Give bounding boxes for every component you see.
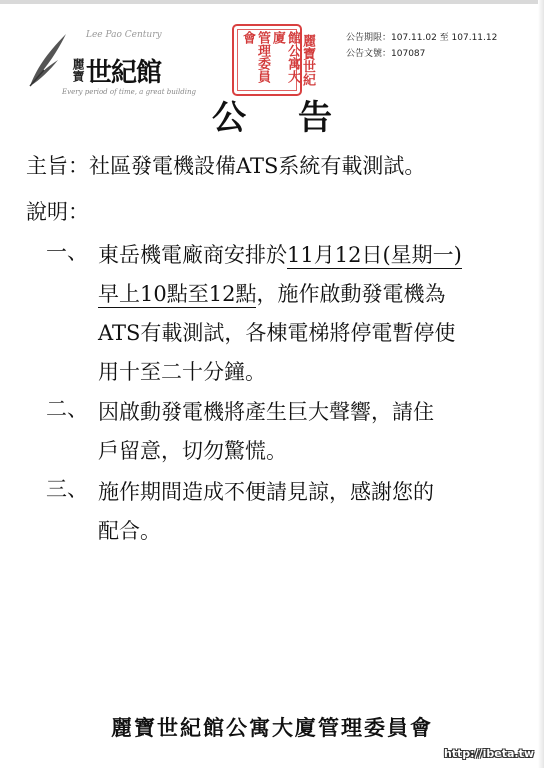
- notice-subject: 主旨：社區發電機設備ATS系統有載測試。: [26, 154, 426, 178]
- logo-tagline: Every period of time, a great building: [62, 88, 196, 96]
- period-label: 公告期限：: [346, 33, 392, 43]
- item-text: [98, 236, 524, 392]
- seal-column: 管理委員會: [240, 31, 270, 83]
- date-underlined: 11月12日(星期一): [287, 243, 462, 267]
- quill-icon: [26, 30, 70, 90]
- item-line: 用十至二十分鐘。: [98, 360, 266, 384]
- seal-inner: [237, 29, 315, 91]
- page-edge: [0, 0, 544, 4]
- seal-column: 麗寶世紀: [300, 34, 315, 86]
- watermark: http://ibeta.tw: [443, 747, 534, 760]
- seal-column: 館公寓大廈: [270, 31, 300, 83]
- item-marker: 三、: [46, 477, 88, 501]
- item-line: [98, 236, 524, 275]
- committee-signature: 麗寶世紀館公寓大廈管理委員會: [111, 715, 433, 740]
- notice-number: [346, 46, 497, 62]
- notice-period: [346, 30, 497, 46]
- item-marker: 一、: [46, 240, 88, 264]
- doc-number-value: 107087: [391, 49, 426, 59]
- item-text: [98, 393, 524, 471]
- logo-brush-text: Lee Pao Century: [86, 30, 162, 40]
- item-text-segment: 東岳機電廠商安排於: [98, 243, 287, 267]
- doc-number-label: 公告文號：: [346, 49, 392, 59]
- time-underlined: 早上10點至12點: [98, 282, 257, 306]
- item-line: ATS有載測試，各棟電梯將停電暫停使: [98, 321, 456, 345]
- logo-main-text: 世紀館: [86, 58, 162, 88]
- official-seal: [232, 24, 315, 96]
- item-line: 施作期間造成不便請見諒，感謝您的: [98, 480, 434, 504]
- period-value: 107.11.02 至 107.11.12: [391, 33, 498, 43]
- explanation-label: 說明：: [26, 200, 89, 224]
- item-line: 因啟動發電機將產生巨大聲響，請住: [98, 400, 434, 424]
- item-marker: 二、: [46, 397, 88, 421]
- item-line: 戶留意，切勿驚慌。: [98, 439, 287, 463]
- item-line: 配合。: [98, 519, 161, 543]
- logo-vertical-text: 麗寶: [71, 58, 85, 82]
- page-title: 公告: [212, 98, 384, 138]
- logo: [26, 26, 196, 96]
- item-text-segment: ，施作啟動發電機為: [256, 282, 446, 306]
- item-text: [98, 473, 524, 551]
- notice-meta: [346, 30, 497, 62]
- item-line: [98, 275, 524, 314]
